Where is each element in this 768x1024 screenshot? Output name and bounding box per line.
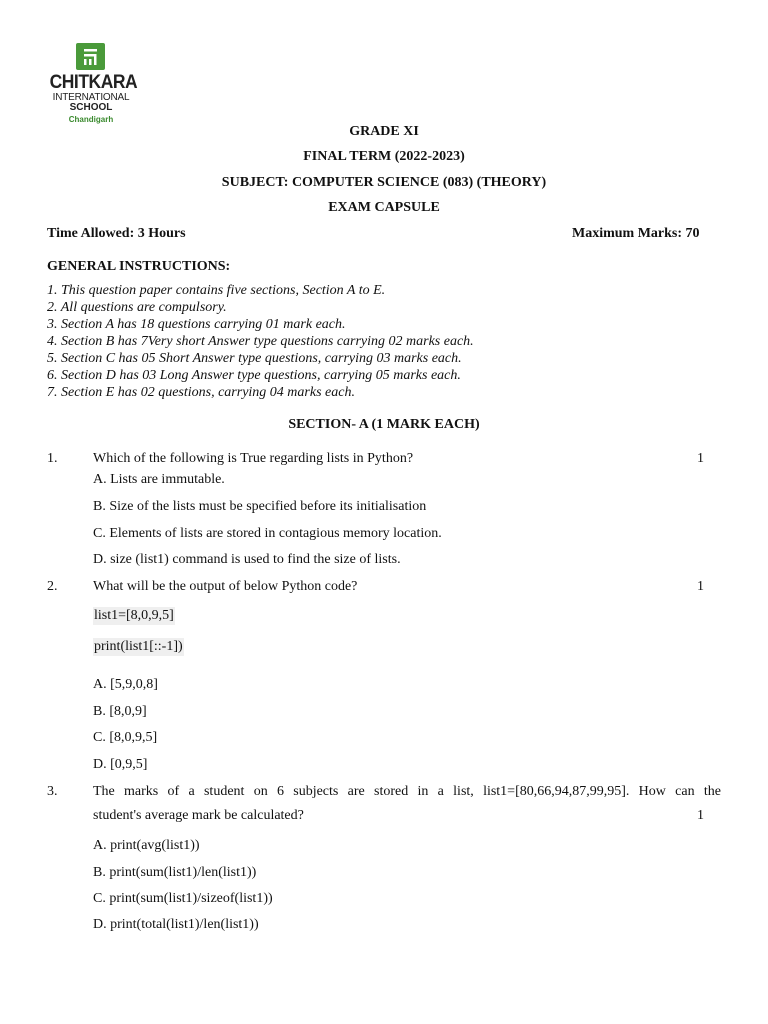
- instruction-item: 2. All questions are compulsory.: [47, 300, 227, 315]
- logo-international: INTERNATIONAL: [52, 92, 130, 103]
- logo-school-word: SCHOOL: [69, 102, 113, 113]
- question-number: 1.: [47, 451, 58, 466]
- instruction-item: 7. Section E has 02 questions, carrying 04 marks each.: [47, 385, 355, 400]
- school-logo-icon: [76, 43, 105, 70]
- term-heading: FINAL TERM (2022-2023): [303, 149, 465, 164]
- option-c: C. Elements of lists are stored in contagious memory location.: [93, 526, 442, 541]
- question-marks: 1: [697, 579, 704, 594]
- instructions-heading: GENERAL INSTRUCTIONS:: [47, 259, 231, 274]
- instruction-item: 6. Section D has 03 Long Answer type questions, carrying 05 marks each.: [47, 368, 461, 383]
- option-b: B. Size of the lists must be specified before its initialisation: [93, 499, 427, 514]
- instruction-item: 1. This question paper contains five sections, Section A to E.: [47, 283, 386, 298]
- instruction-item: 5. Section C has 05 Short Answer type questions, carrying 03 marks each.: [47, 351, 462, 366]
- section-a-title: SECTION- A (1 MARK EACH): [288, 417, 480, 432]
- question-text: Which of the following is True regarding lists in Python?: [93, 451, 414, 466]
- capsule-heading: EXAM CAPSULE: [328, 200, 440, 215]
- logo-city: Chandigarh: [68, 115, 114, 124]
- logo-school-name: CHITKARA: [49, 72, 138, 93]
- maximum-marks: Maximum Marks: 70: [572, 226, 700, 241]
- option-b: B. [8,0,9]: [93, 704, 147, 719]
- question-text-line2: student's average mark be calculated?: [93, 808, 304, 823]
- code-line: print(list1[::-1]): [94, 639, 183, 654]
- question-text: What will be the output of below Python code?: [93, 579, 358, 594]
- question-number: 3.: [47, 784, 58, 799]
- option-d: D. [0,9,5]: [93, 757, 148, 772]
- question-text-line1: The marks of a student on 6 subjects are stored in a list, list1=[80,66,94,87,99,95]. How can the: [93, 784, 721, 799]
- option-c: C. [8,0,9,5]: [93, 730, 158, 745]
- instruction-item: 4. Section B has 7Very short Answer type questions carrying 02 marks each.: [47, 334, 474, 349]
- option-a: A. print(avg(list1)): [93, 838, 200, 853]
- grade-heading: GRADE XI: [349, 124, 419, 139]
- instruction-item: 3. Section A has 18 questions carrying 01 mark each.: [47, 317, 346, 332]
- time-allowed: Time Allowed: 3 Hours: [47, 226, 186, 241]
- question-marks: 1: [697, 451, 704, 466]
- option-d: D. print(total(list1)/len(list1)): [93, 917, 259, 932]
- code-line: list1=[8,0,9,5]: [94, 608, 174, 623]
- option-a: A. Lists are immutable.: [93, 472, 225, 487]
- option-d: D. size (list1) command is used to find the size of lists.: [93, 552, 401, 567]
- option-a: A. [5,9,0,8]: [93, 677, 158, 692]
- option-b: B. print(sum(list1)/len(list1)): [93, 865, 257, 880]
- question-marks: 1: [697, 808, 704, 823]
- question-number: 2.: [47, 579, 58, 594]
- option-c: C. print(sum(list1)/sizeof(list1)): [93, 891, 273, 906]
- subject-heading: SUBJECT: COMPUTER SCIENCE (083) (THEORY): [221, 175, 547, 190]
